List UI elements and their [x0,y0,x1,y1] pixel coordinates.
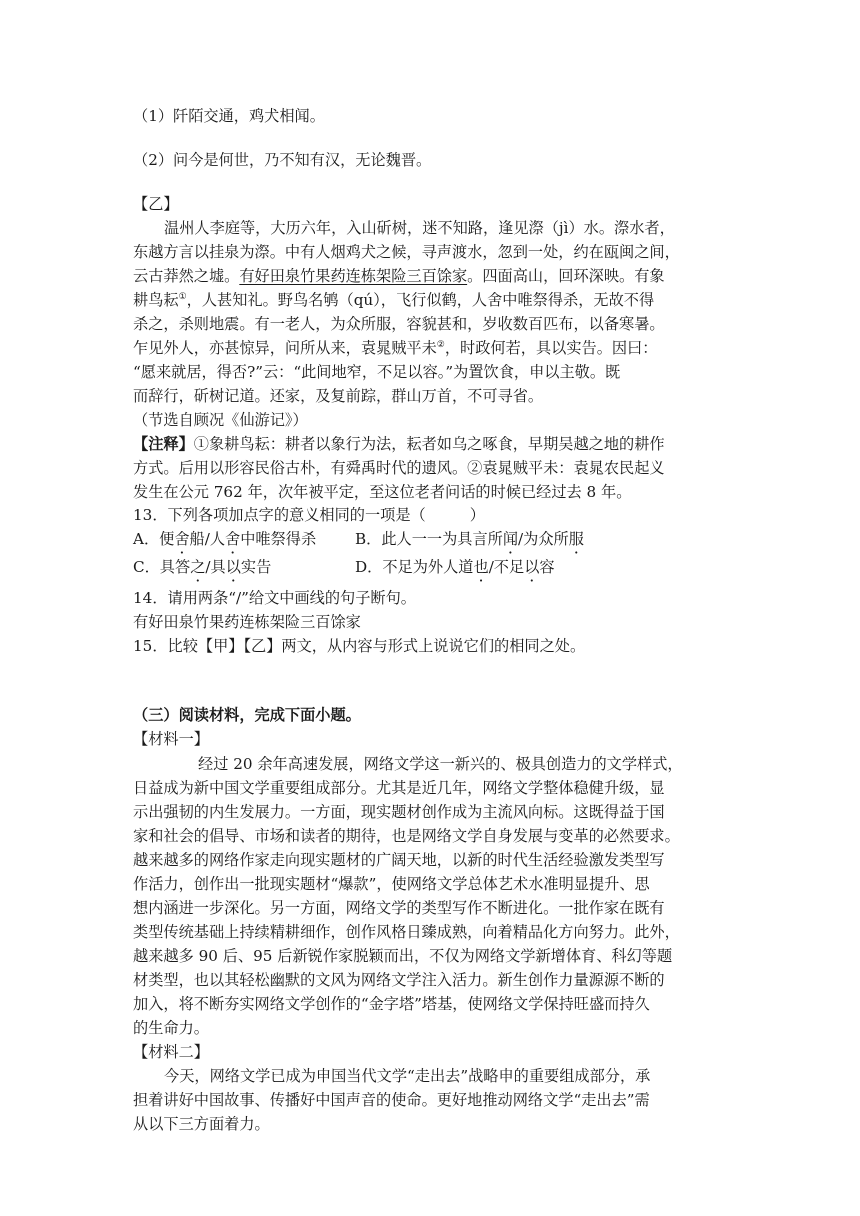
option-a [133,529,316,549]
option-d [355,557,555,577]
yi-line-6 [133,338,657,358]
m2-line-3: 从以下三方面着力。 [133,1115,270,1133]
m1-line-5: 越来越多的网络作家走向现实题材的广阔天地，以新的时代生活经验激发类型写 [133,851,665,869]
m1-line-7: 想内涵进一步深化。另一方面，网络文学的类型写作不断进化。一批作家在既有 [133,899,665,917]
option-c [133,557,271,577]
question-13 [133,505,485,525]
m1-line-4: 家和社会的倡导、市场和读者的期待，也是网络文学自身发展与变革的必然要求。 [133,827,680,845]
yi-line-1: 温州人李庭等，大历六年，入山斫树，迷不知路，逢见漈（jì）水。漈水者， [164,219,675,237]
m1-line-8: 类型传统基础上持续精耕细作，创作风格日臻成熟，向着精品化方向努力。此外， [133,923,680,941]
notes-line-2: 方式。后用以形容民俗古朴，有舜禹时代的遗风。②袁晁贼平未：袁晁农民起义 [133,459,665,477]
question-13-text: 13．下列各项加点字的意义相同的一项是（ [133,506,426,524]
yi-line-3 [133,266,665,286]
option-b-part: B．此人一一为具言所 [355,530,503,548]
option-b-dotted-2: 服 [568,530,584,548]
option-c-dotted-1: 之 [190,558,206,576]
m1-line-10: 材类型，也以其轻松幽默的文风为网络文学注入活力。新生创作力量源源不断的 [133,971,665,989]
underlined-sentence: 有好田泉竹果药连栋架险三百馀家 [239,267,468,285]
option-a-dotted-1: 舍 [174,530,190,548]
option-b-part: /为众所 [518,530,569,548]
jia-question-2: （2）问今是何世，乃不知有汉，无论魏晋。 [133,151,432,169]
option-c-part: C．具答 [133,558,191,576]
option-c-part: /具 [205,558,226,576]
m1-line-6: 作活力，创作出一批现实题材“爆款”，使网络文学总体艺术水准明显提升、思 [133,875,650,893]
yi-line-7: “愿来就居，得否?”云：“此间地窄，不足以容。”为置饮食，申以主敬。既 [133,363,621,381]
note-text-1: ①象耕鸟耘：耕者以象行为法，耘者如乌之啄食，早期吴越之地的耕作 [193,435,665,453]
yi-line-2: 东越方言以挂泉为漈。中有人烟鸡犬之候，寻声渡水，忽到一处，约在瓯闽之间， [133,243,680,261]
m2-line-1: 今天，网络文学已成为申国当代文学“走出去”战略申的重要组成部分，承 [164,1067,651,1085]
section-3-heading: （三）阅读材料，完成下面小题。 [133,706,361,724]
question-13-close: ） [469,506,485,524]
option-a-part: A．便 [133,530,175,548]
yi-line-3-end: 。四面高山，回环深映。有象 [467,267,665,285]
yi-line-8: 而辞行，斫树记道。还家，及复前踪，群山万首，不可寻省。 [133,387,544,405]
material-1-label: 【材料一】 [133,730,209,748]
m1-line-12: 的生命力。 [133,1019,209,1037]
notes-line-1 [133,434,665,454]
jia-question-1: （1）阡陌交通，鸡犬相闻。 [133,107,325,125]
yi-source: （节选自顾况《仙游记》） [133,411,308,429]
option-a-part: 船/人 [189,530,226,548]
yi-line-4 [133,290,654,310]
yi-line-5: 杀之，杀则地震。有一老人，为众所服，容貌甚和，岁收数百匹布，以备寒暑。 [133,315,665,333]
yi-heading: 【乙】 [133,195,179,213]
notes-line-3: 发生在公元 762 年，次年被平定，至这位老者问话的时候已经过去 8 年。 [133,483,632,501]
footnote-ref-1: ① [178,291,187,302]
option-d-dotted-2: 以 [524,558,540,576]
option-c-part: 实告 [240,558,272,576]
m1-line-3: 示出强韧的内生发展力。一方面，现实题材创作成为主流风向标。这既得益于国 [133,803,665,821]
option-c-dotted-2: 以 [225,558,241,576]
option-b [355,529,584,549]
question-15: 15．比较【甲】【乙】两文，从内容与形式上说说它们的相同之处。 [133,637,586,655]
m1-line-11: 加入，将不断夯实网络文学创作的“金字塔”塔基，使网络文学保持旺盛而持久 [133,995,650,1013]
question-14: 14．请用两条“/”给文中画线的句子断句。 [133,589,416,607]
yi-line-6-start: 乍见外人，亦甚惊异，问所从来，袁晁贼平未 [133,339,437,357]
option-d-dotted-1: 也 [473,558,489,576]
option-d-part: /不足 [488,558,525,576]
term-xianggeng: 耕鸟耘 [133,291,179,309]
material-2-label: 【材料二】 [133,1043,209,1061]
m1-line-9: 越来越多 90 后、95 后新锐作家脱颖而出，不仅为网络文学新增体育、科幻等题 [133,947,673,965]
option-a-dotted-2: 舍 [225,530,241,548]
option-a-part: 中唯祭得杀 [240,530,317,548]
yi-line-4-rest: ，人甚知礼。野鸟名鸲（qú），飞行似鹤，人舍中唯祭得杀，无故不得 [186,291,655,309]
footnote-ref-2: ② [436,339,445,350]
option-b-dotted-1: 闻 [502,530,519,548]
m1-line-2: 日益成为新中国文学重要组成部分。尤其是近几年，网络文学整体稳健升级，显 [133,779,665,797]
notes-label: 【注释】 [133,435,194,453]
m1-line-1: 经过 20 余年高速发展，网络文学这一新兴的、极具创造力的文学样式， [198,755,683,773]
m2-line-2: 担着讲好中国故事、传播好中国声音的使命。更好地推动网络文学“走出去”需 [133,1091,650,1109]
yi-line-3-start: 云古莽然之墟。 [133,267,240,285]
option-d-part: D．不足为外人道 [355,558,474,576]
yi-line-6-rest: ，时政何若，具以实告。因曰： [444,339,658,357]
question-14-sentence: 有好田泉竹果药连栋架险三百馀家 [133,613,361,631]
option-d-part: 容 [539,558,555,576]
